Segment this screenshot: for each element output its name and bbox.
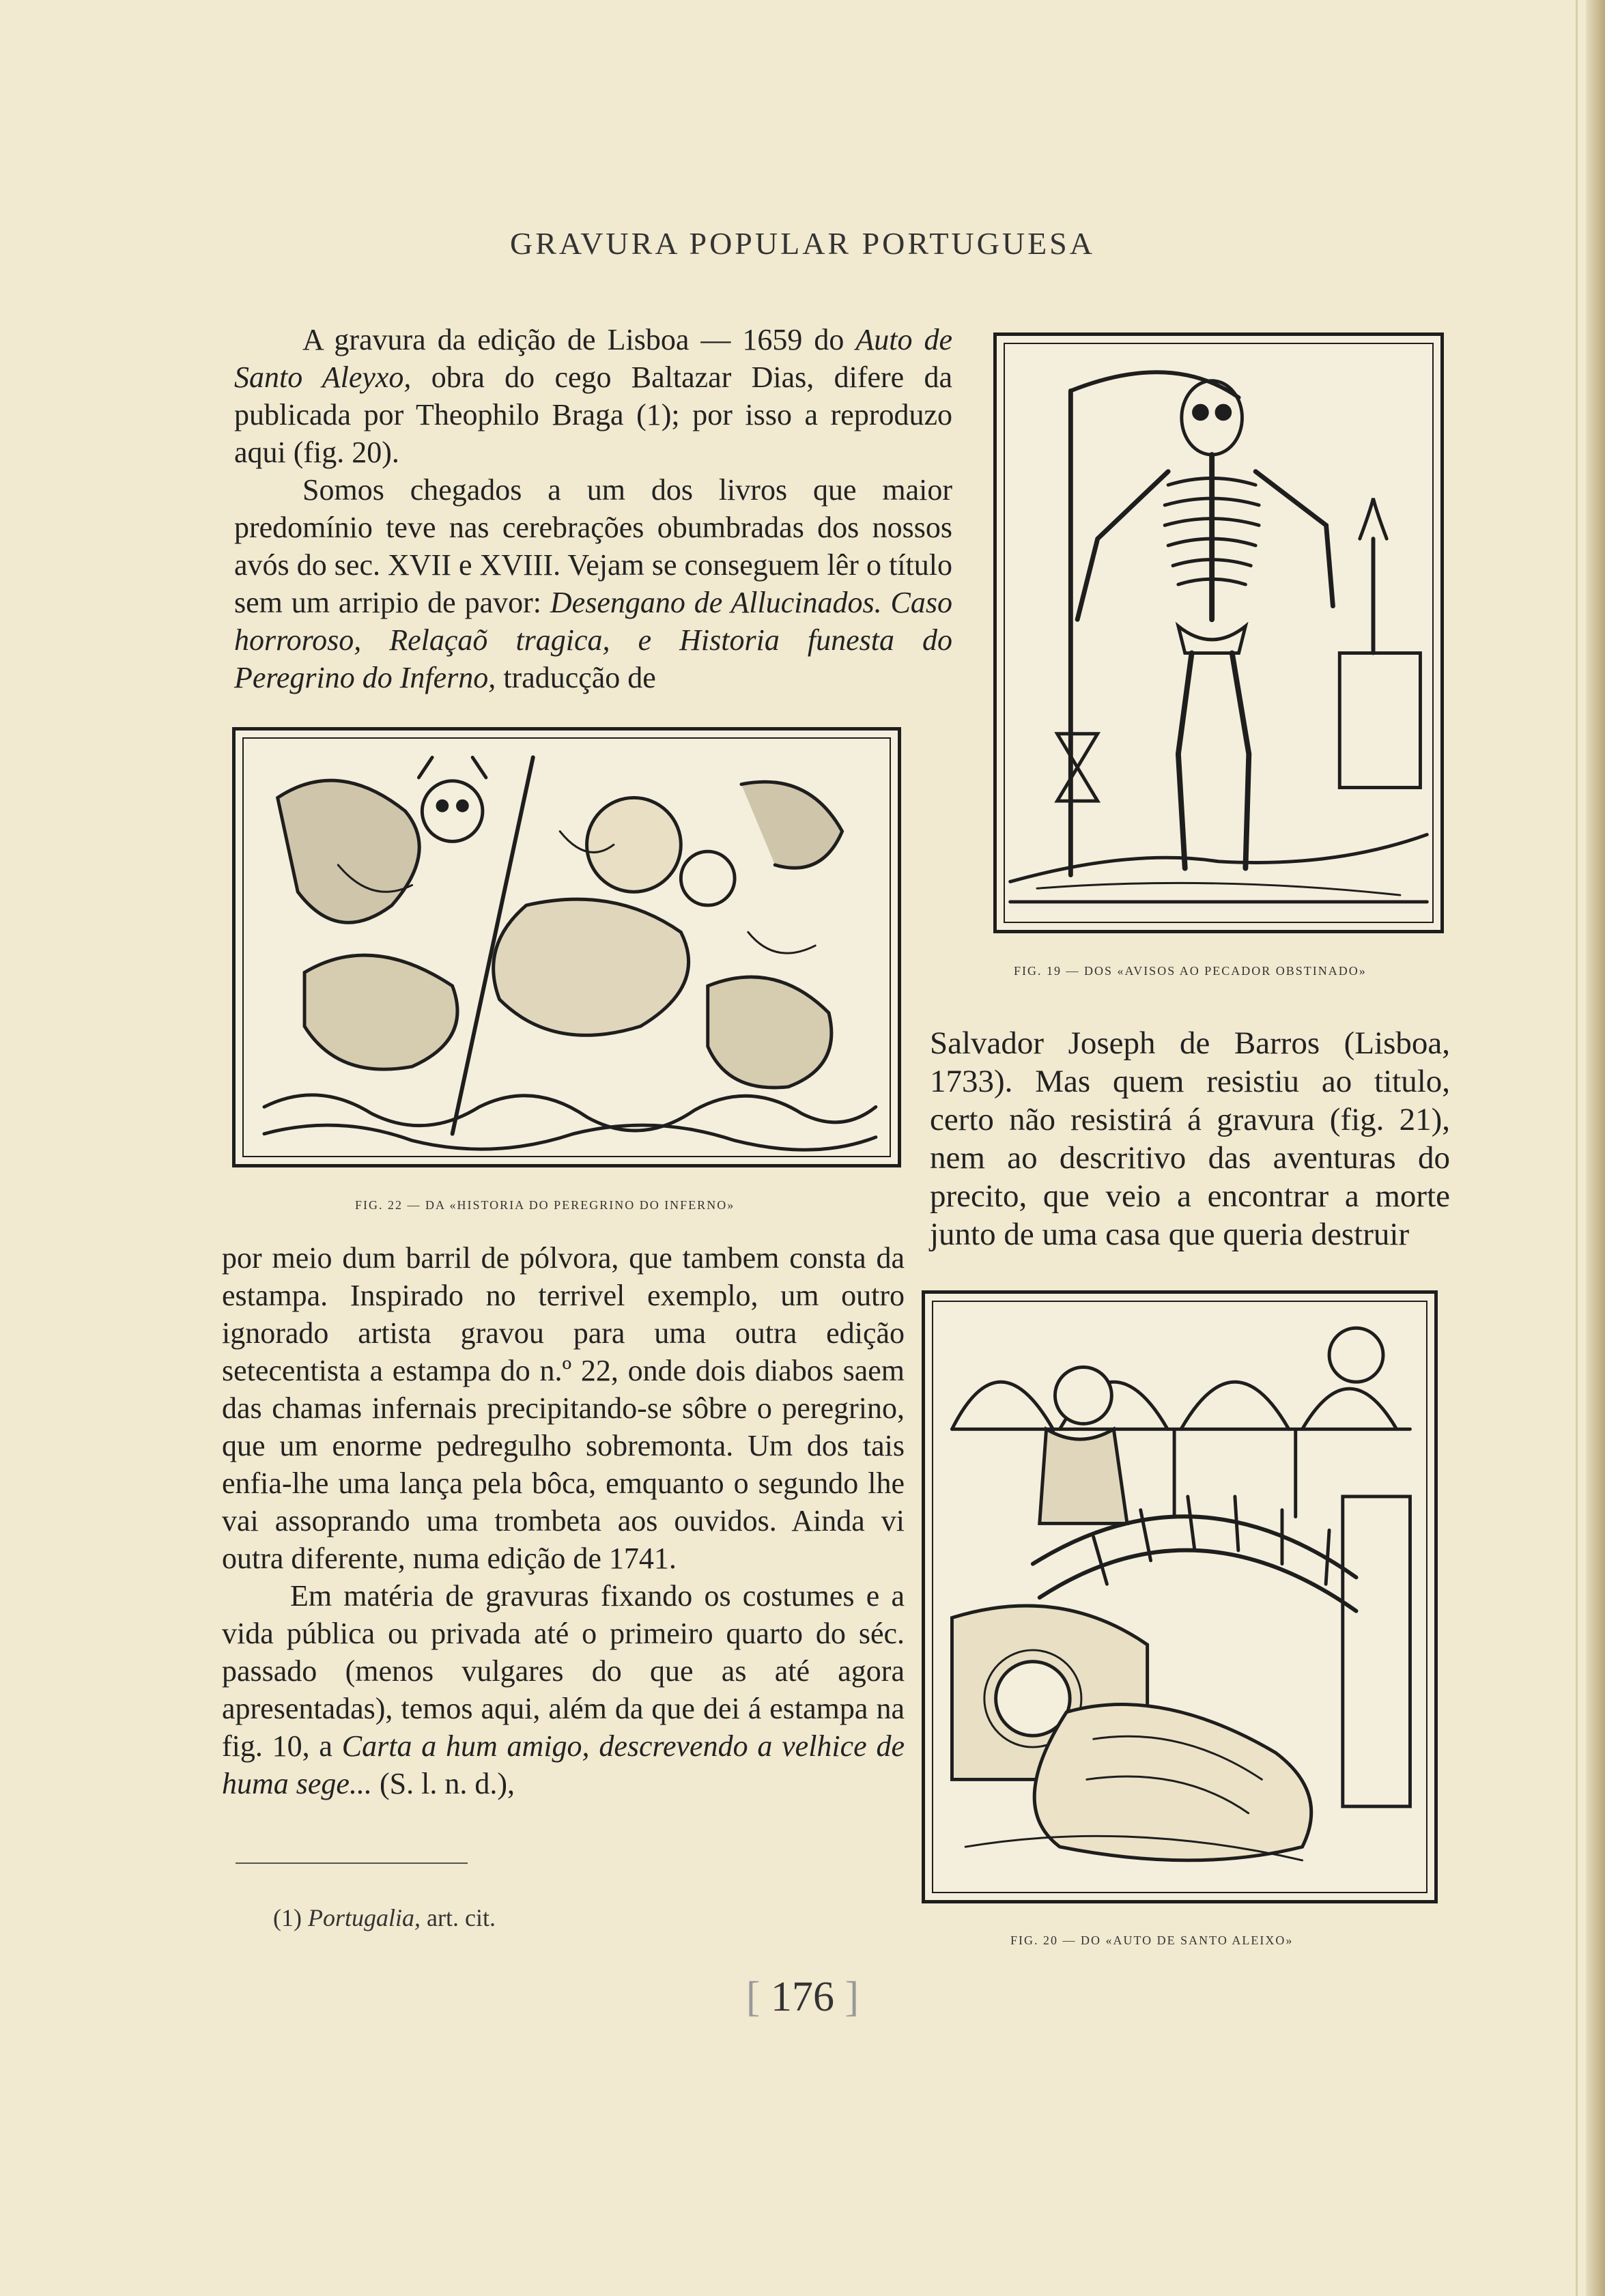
paragraph: Salvador Joseph de Barros (Lisboa, 1733). Mas quem resistiu ao titulo, certo não resistirá á gravura (fig. 21), nem ao descritivo das aventuras do precito, que veio a encontrar a morte junto de uma casa que queria destruir: [930, 1025, 1450, 1252]
footnote-title: Portugalia,: [307, 1904, 421, 1931]
figure-19-caption: FIG. 19 — DOS «AVISOS AO PECADOR OBSTINADO»: [1014, 964, 1367, 978]
page-edge: [1586, 0, 1605, 2296]
paragraph: Somos chegados a um dos livros que maior predomínio teve nas cerebrações obumbradas dos nossos avós do sec. XVII e XVIII. Vejam se conseguem lêr o título sem um arripio de pavor: Desengano de Allucinados. Caso horroroso, Relaçaõ tragica, e Historia funesta do Peregrino do Inferno, traducção de: [234, 473, 952, 694]
italic-text: Carta a hum amigo, descrevendo a velhice de huma sege...: [222, 1729, 905, 1800]
footnote-rest: art. cit.: [421, 1904, 496, 1931]
page-number: [0, 1973, 1605, 2022]
footnote-marker: (1): [273, 1904, 302, 1931]
page-number-close: ]: [844, 1974, 860, 2020]
figure-19-woodcut: [993, 332, 1444, 933]
page-number-value: 176: [771, 1974, 834, 2020]
italic-text: Auto de Santo Aleyxo,: [234, 323, 952, 394]
figure-20-caption: FIG. 20 — DO «AUTO DE SANTO ALEIXO»: [1010, 1933, 1294, 1947]
italic-text: Desengano de Allucinados. Caso horroroso, Relaçaõ tragica, e Historia funesta do Peregrino do Inferno,: [234, 586, 952, 694]
left-top-text: [234, 321, 952, 696]
page-number-open: [: [745, 1974, 761, 2020]
devils-illustration: [236, 731, 898, 1164]
footnote-rule: [236, 1862, 468, 1864]
paragraph: A gravura da edição de Lisboa — 1659 do Auto de Santo Aleyxo, obra do cego Baltazar Dias, difere da publicada por Theophilo Braga (1); por isso a reproduzo aqui (fig. 20).: [234, 323, 952, 469]
skeleton-illustration: [997, 336, 1440, 930]
figure-20-woodcut: [922, 1290, 1438, 1903]
figure-22-woodcut: [232, 727, 901, 1167]
footnote: [273, 1903, 496, 1932]
left-bottom-text: [222, 1239, 905, 1802]
right-column-text: [930, 1024, 1450, 1253]
figure-22-caption: FIG. 22 — DA «HISTORIA DO PEREGRINO DO INFERNO»: [355, 1198, 735, 1212]
page-edge-line: [1576, 0, 1578, 2296]
paragraph: Em matéria de gravuras fixando os costumes e a vida pública ou privada até o primeiro quarto do séc. passado (menos vulgares do que as até agora apresentadas), temos aqui, além da que dei á estampa na fig. 10, a Carta a hum amigo, descrevendo a velhice de huma sege... (S. l. n. d.),: [222, 1579, 905, 1800]
running-head: GRAVURA POPULAR PORTUGUESA: [510, 226, 1095, 261]
paragraph: por meio dum barril de pólvora, que tambem consta da estampa. Inspirado no terrivel exemplo, um outro ignorado artista gravou para uma outra edição setecentista a estampa do n.º 22, onde dois diabos saem das chamas infernais precipitando-se sôbre o peregrino, que um enorme pedregulho sobremonta. Um dos tais enfia-lhe uma lança pela bôca, emquanto o segundo lhe vai assoprando uma trombeta aos ouvidos. Ainda vi outra diferente, numa edição de 1741.: [222, 1241, 905, 1575]
saint-illustration: [925, 1294, 1434, 1900]
